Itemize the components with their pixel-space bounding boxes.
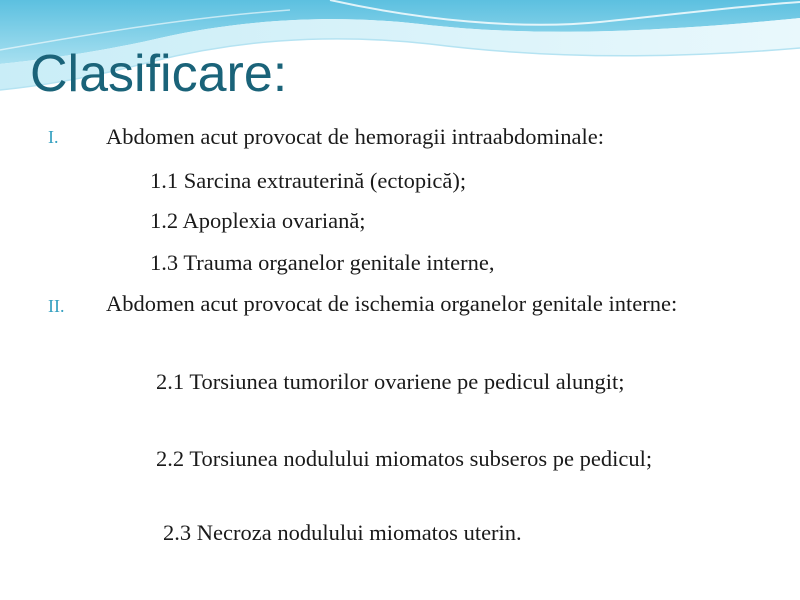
list-marker-1: I. <box>48 127 59 147</box>
list-item: 1.1 Sarcina extrauterină (ectopică); <box>150 168 467 193</box>
section1-heading: Abdomen acut provocat de hemoragii intraabdominale: <box>106 124 604 149</box>
list-item: 2.3 Necroza nodulului miomatos uterin. <box>163 520 522 545</box>
list-item: 2.2 Torsiunea nodulului miomatos subseros pe pedicul; <box>156 446 653 471</box>
list-marker-2: II. <box>48 296 65 316</box>
list-item: 1.3 Trauma organelor genitale interne, <box>150 250 495 275</box>
list-item: 1.2 Apoplexia ovariană; <box>150 208 366 233</box>
section2-heading: Abdomen acut provocat de ischemia organelor genitale interne: <box>106 291 678 316</box>
list-item: 2.1 Torsiunea tumorilor ovariene pe pedicul alungit; <box>156 369 625 394</box>
slide-title: Clasificare: <box>30 45 288 103</box>
